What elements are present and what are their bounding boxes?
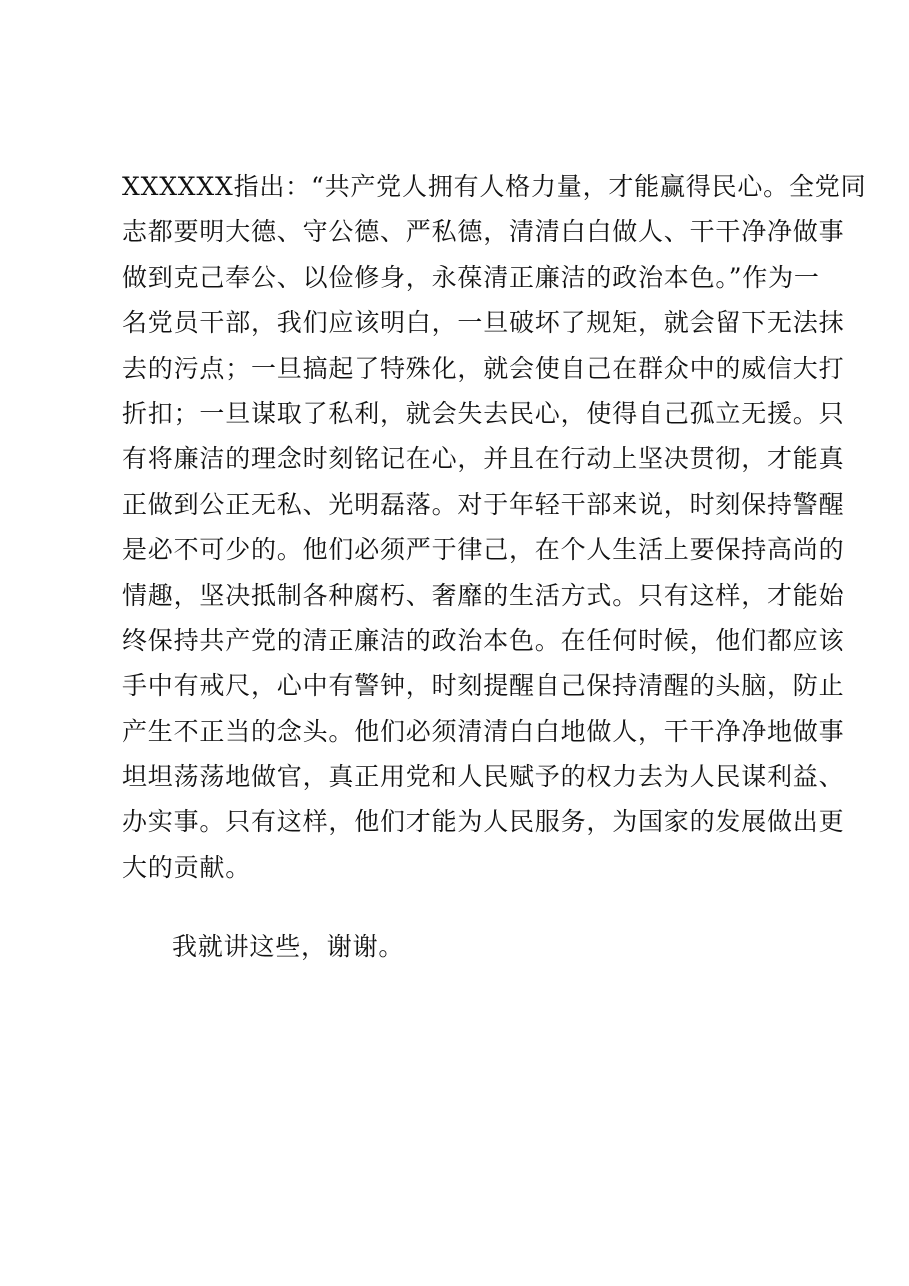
body-paragraph — [122, 164, 867, 890]
paragraph-line: 终保持共产党的清正廉洁的政治本色。在任何时候，他们都应该 — [122, 625, 845, 655]
paragraph-line: 名党员干部，我们应该明白，一旦破坏了规矩，就会留下无法抹 — [122, 308, 845, 338]
paragraph-line: 坦坦荡荡地做官，真正用党和人民赋予的权力去为人民谋利益、 — [122, 762, 845, 792]
paragraph-line: 情趣，坚决抵制各种腐朽、奢靡的生活方式。只有这样，才能始 — [122, 580, 845, 610]
paragraph-line: 产生不正当的念头。他们必须清清白白地做人，干干净净地做事 — [122, 716, 845, 746]
paragraph-line: 做到克己奉公、以俭修身，永葆清正廉洁的政治本色。”作为一 — [122, 262, 820, 292]
paragraph-line: 是必不可少的。他们必须严于律己，在个人生活上要保持高尚的 — [122, 535, 845, 565]
paragraph-line: 大的贡献。 — [122, 852, 252, 882]
paragraph-line: 正做到公正无私、光明磊落。对于年轻干部来说，时刻保持警醒 — [122, 489, 845, 519]
paragraph-line: 去的污点；一旦搞起了特殊化，就会使自己在群众中的威信大打 — [122, 353, 845, 383]
closing-remark: 我就讲这些，谢谢。 — [172, 932, 405, 961]
paragraph-line: 办实事。只有这样，他们才能为人民服务，为国家的发展做出更 — [122, 807, 845, 837]
paragraph-line: 折扣；一旦谋取了私利，就会失去民心，使得自己孤立无援。只 — [122, 398, 845, 428]
paragraph-line: 手中有戒尺，心中有警钟，时刻提醒自己保持清醒的头脑，防止 — [122, 671, 845, 701]
paragraph-line: 志都要明大德、守公德、严私德，清清白白做人、干干净净做事 — [122, 217, 845, 247]
paragraph-line: XXXXXX指出：“共产党人拥有人格力量，才能赢得民心。全党同 — [122, 172, 867, 201]
paragraph-line: 有将廉洁的理念时刻铭记在心，并且在行动上坚决贯彻，才能真 — [122, 444, 845, 474]
